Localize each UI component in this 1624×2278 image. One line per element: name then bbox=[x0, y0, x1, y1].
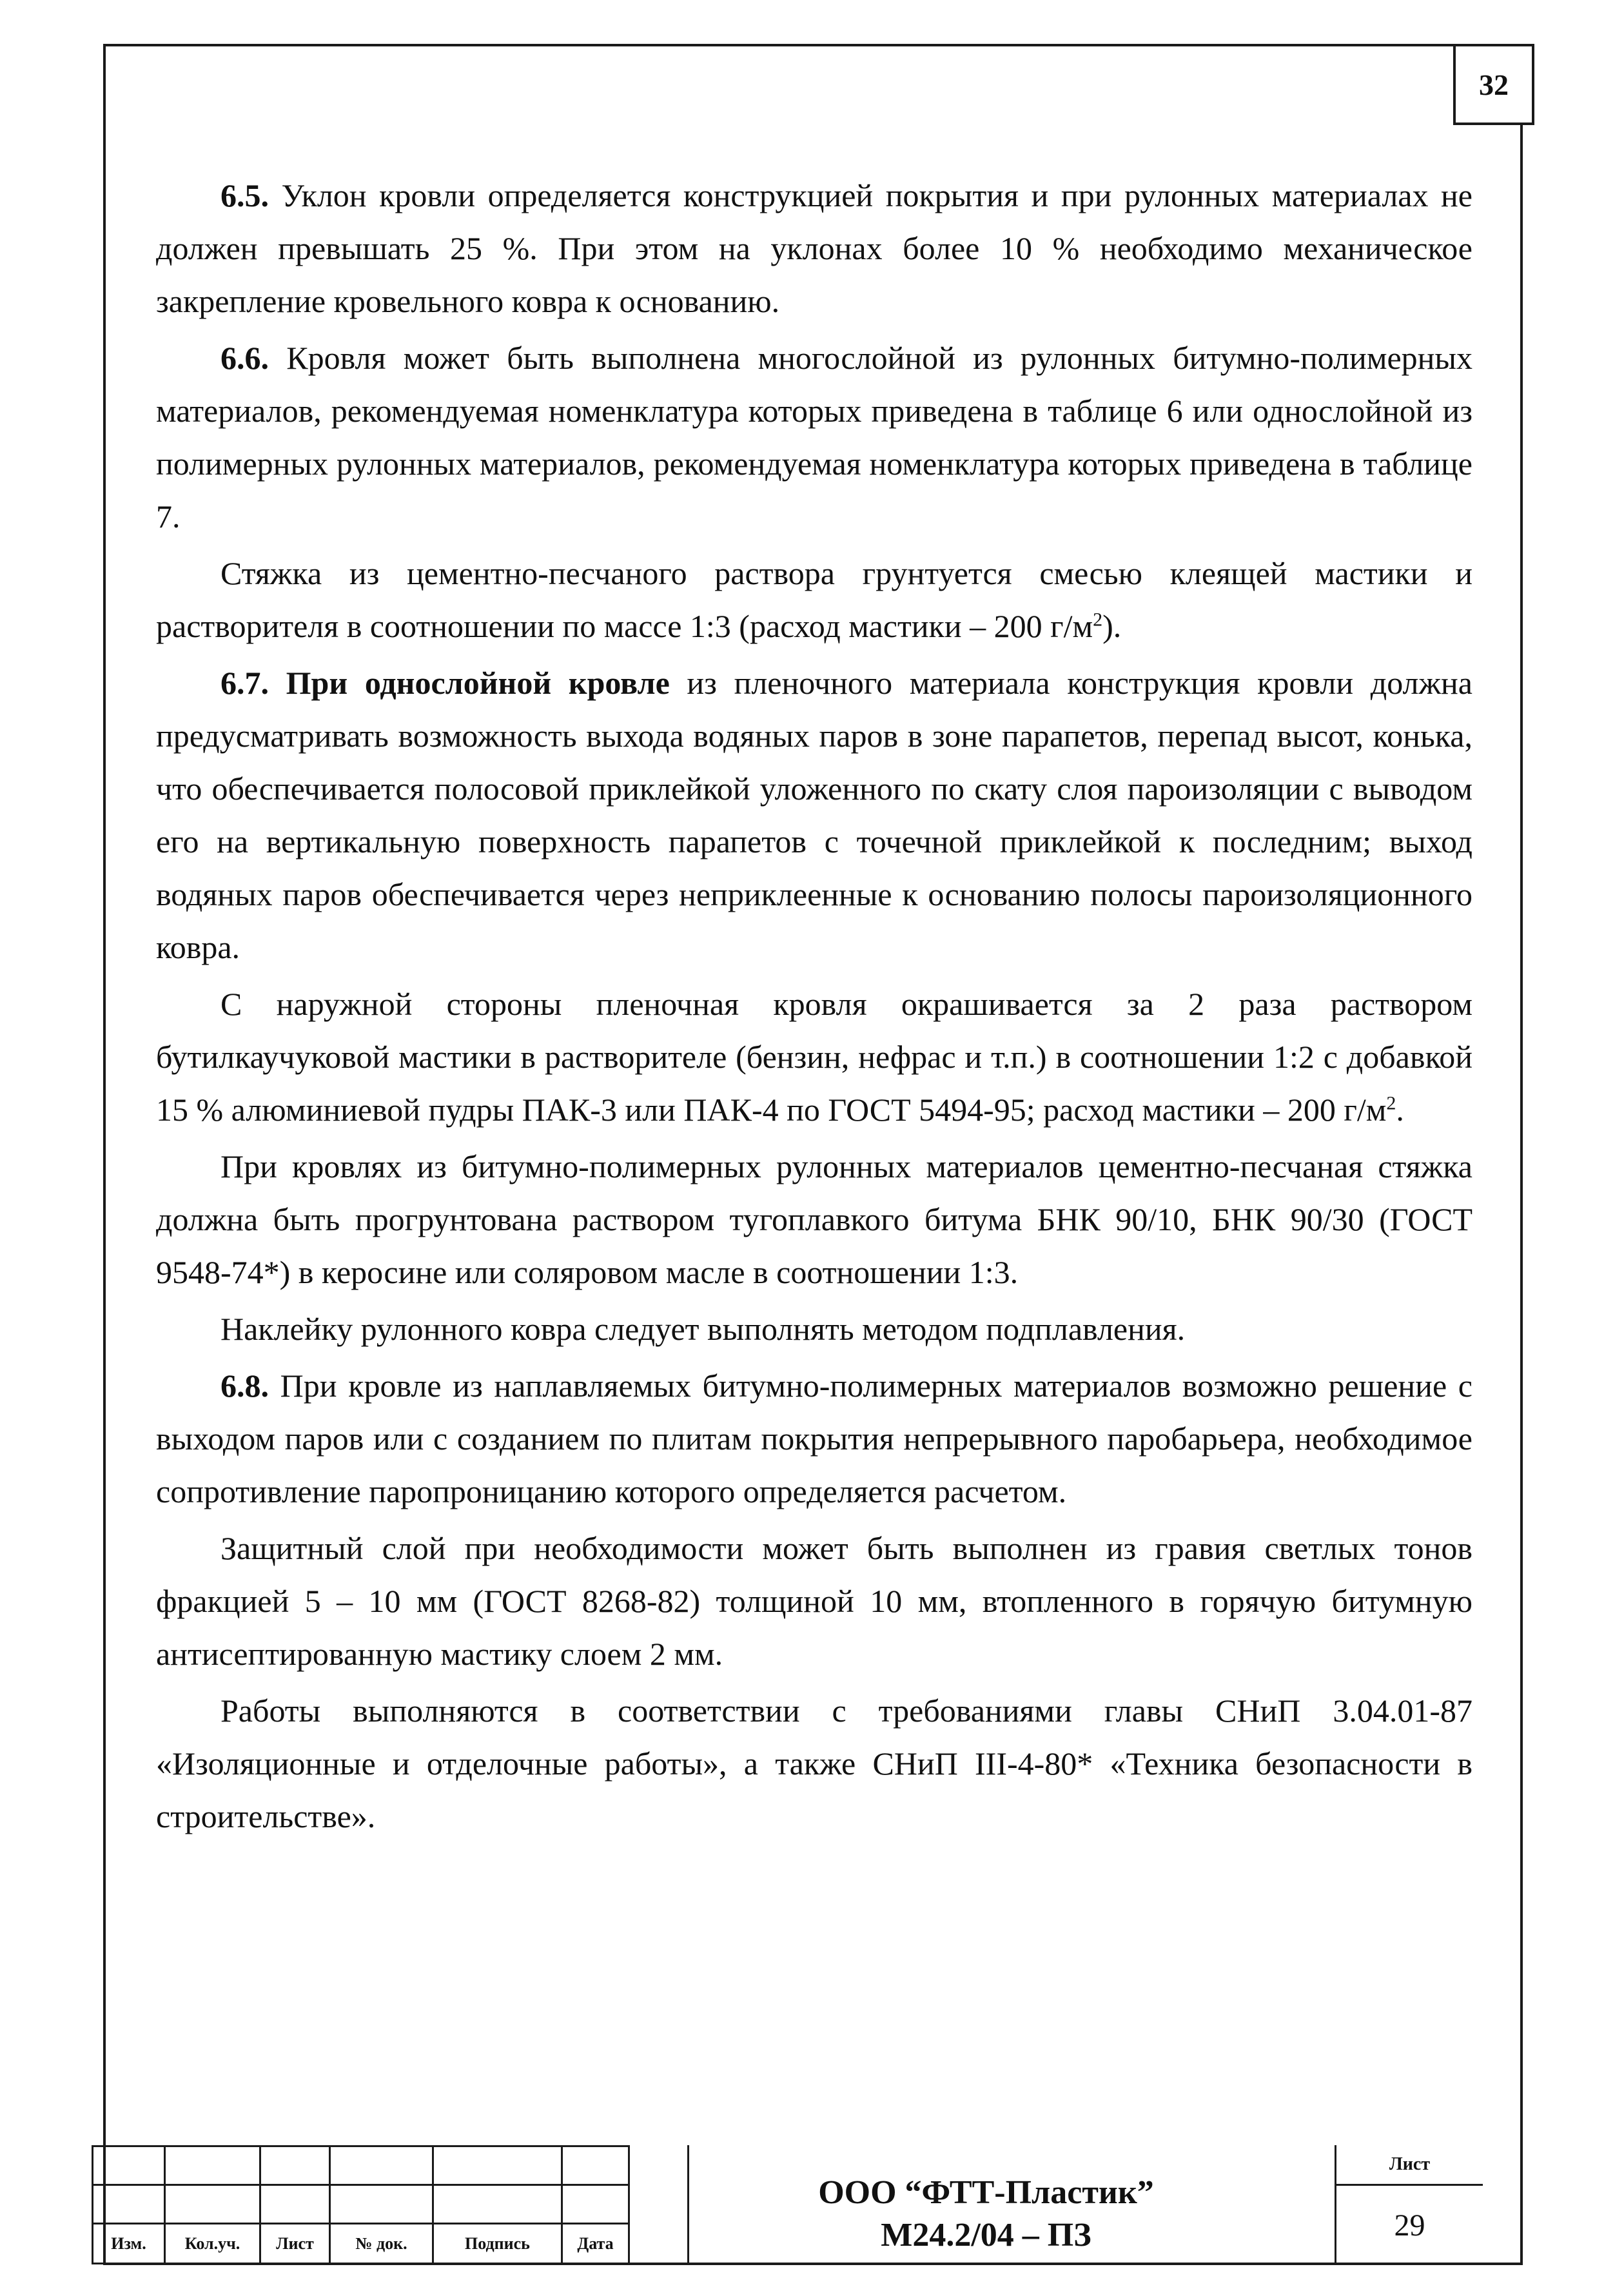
paragraph-text: . bbox=[1396, 1092, 1404, 1128]
paragraph-screed-primer bbox=[156, 547, 1472, 653]
sheet-number: 29 bbox=[1394, 2208, 1425, 2243]
sheet-cell bbox=[1335, 2145, 1483, 2265]
page-number-box: 32 bbox=[1453, 44, 1534, 125]
clause-number: 6.7. bbox=[220, 665, 269, 701]
clause-number: 6.8. bbox=[220, 1368, 269, 1404]
paragraph-text: Стяжка из цементно-песчаного раствора грунтуется смесью клеящей мастики и растворителя в соотношении по массе 1:3 (расход мастики – 200 г/м bbox=[156, 555, 1472, 644]
column-header: Кол.уч. bbox=[165, 2224, 260, 2264]
column-header: Дата bbox=[562, 2224, 629, 2264]
document-code: М24.2/04 – ПЗ bbox=[881, 2217, 1091, 2253]
superscript: 2 bbox=[1386, 1092, 1396, 1114]
paragraph-text: При кровле из наплавляемых битумно-полимерных материалов возможно решение с выходом паров или с созданием по плитам покрытия непрерывного паробарьера, необходимое сопротивление паропроницанию которого определяется расчетом. bbox=[156, 1368, 1472, 1509]
paragraph-6-8 bbox=[156, 1359, 1472, 1518]
paragraph-text: При кровлях из битумно-полимерных рулонных материалов цементно-песчаная стяжка должна быть прогрунтована раствором тугоплавкого битума БНК 90/10, БНК 90/30 (ГОСТ 9548-74*) в керосине или соляровом масле в соотношении 1:3. bbox=[156, 1148, 1472, 1290]
paragraph-text: Работы выполняются в соответствии с требованиями главы СНиП 3.04.01-87 «Изоляционные и отделочные работы», а также СНиП III-4-80* «Техника безопасности в строительстве». bbox=[156, 1693, 1472, 1834]
column-header: № док. bbox=[330, 2224, 433, 2264]
paragraph-protective-layer bbox=[156, 1522, 1472, 1680]
sheet-label: Лист bbox=[1336, 2145, 1483, 2186]
revision-grid bbox=[92, 2145, 630, 2264]
paragraph-text: Защитный слой при необходимости может быть выполнен из гравия светлых тонов фракцией 5 – 10 мм (ГОСТ 8268-82) толщиной 10 мм, втопленного в горячую битумную антисептированную мастику слоем 2 мм. bbox=[156, 1530, 1472, 1672]
paragraph-text: ). bbox=[1102, 608, 1122, 644]
paragraph-6-7 bbox=[156, 656, 1472, 974]
paragraph-text: С наружной стороны пленочная кровля окрашивается за 2 раза раствором бутилкаучуковой мастики в растворителе (бензин, нефрас и т.п.) в соотношении 1:2 с добавкой 15 % алюминиевой пудры ПАК-3 или ПАК-4 по ГОСТ 5494-95; расход мастики – 200 г/м bbox=[156, 986, 1472, 1128]
paragraph-text: Кровля может быть выполнена многослойной из рулонных битумно-полимерных материалов, рекомендуемая номенклатура которых приведена в таблице 6 или однослойной из полимерных рулонных материалов, рекомендуемая номенклатура которых приведена в таблице 7. bbox=[156, 340, 1472, 535]
superscript: 2 bbox=[1093, 609, 1103, 631]
title-block bbox=[92, 2145, 1524, 2265]
paragraph-6-6 bbox=[156, 331, 1472, 543]
paragraph-bitumen-primer bbox=[156, 1140, 1472, 1299]
paragraph-film-coating bbox=[156, 977, 1472, 1136]
organization-name: ООО “ФТТ-Пластик” bbox=[818, 2174, 1154, 2211]
clause-number: 6.5. bbox=[220, 177, 269, 213]
emphasis-text: При однослойной кровле bbox=[269, 665, 670, 701]
paragraph-text: Наклейку рулонного ковра следует выполнять методом подплавления. bbox=[220, 1311, 1186, 1347]
column-header: Подпись bbox=[433, 2224, 562, 2264]
paragraph-text: из пленочного материала конструкция кровли должна предусматривать возможность выхода водяных паров в зоне парапетов, перепад высот, конька, что обеспечивается полосовой приклейкой уложенного по скату слоя пароизоляции с выводом его на вертикальную поверхность парапетов с точечной приклейкой к последним; выход водяных паров обеспечивается через неприклеенные к основанию полосы пароизоляционного ковра. bbox=[156, 665, 1472, 965]
column-header: Изм. bbox=[93, 2224, 165, 2264]
clause-number: 6.6. bbox=[220, 340, 269, 376]
paragraph-6-5 bbox=[156, 169, 1472, 328]
paragraph-regulations bbox=[156, 1684, 1472, 1843]
document-body bbox=[156, 169, 1472, 1843]
paragraph-text: Уклон кровли определяется конструкцией покрытия и при рулонных материалах не должен превышать 25 %. При этом на уклонах более 10 % необходимо механическое закрепление кровельного ковра к основанию. bbox=[156, 177, 1472, 319]
organization-block bbox=[687, 2145, 1483, 2265]
paragraph-gluing-method bbox=[156, 1302, 1472, 1355]
column-header: Лист bbox=[260, 2224, 330, 2264]
